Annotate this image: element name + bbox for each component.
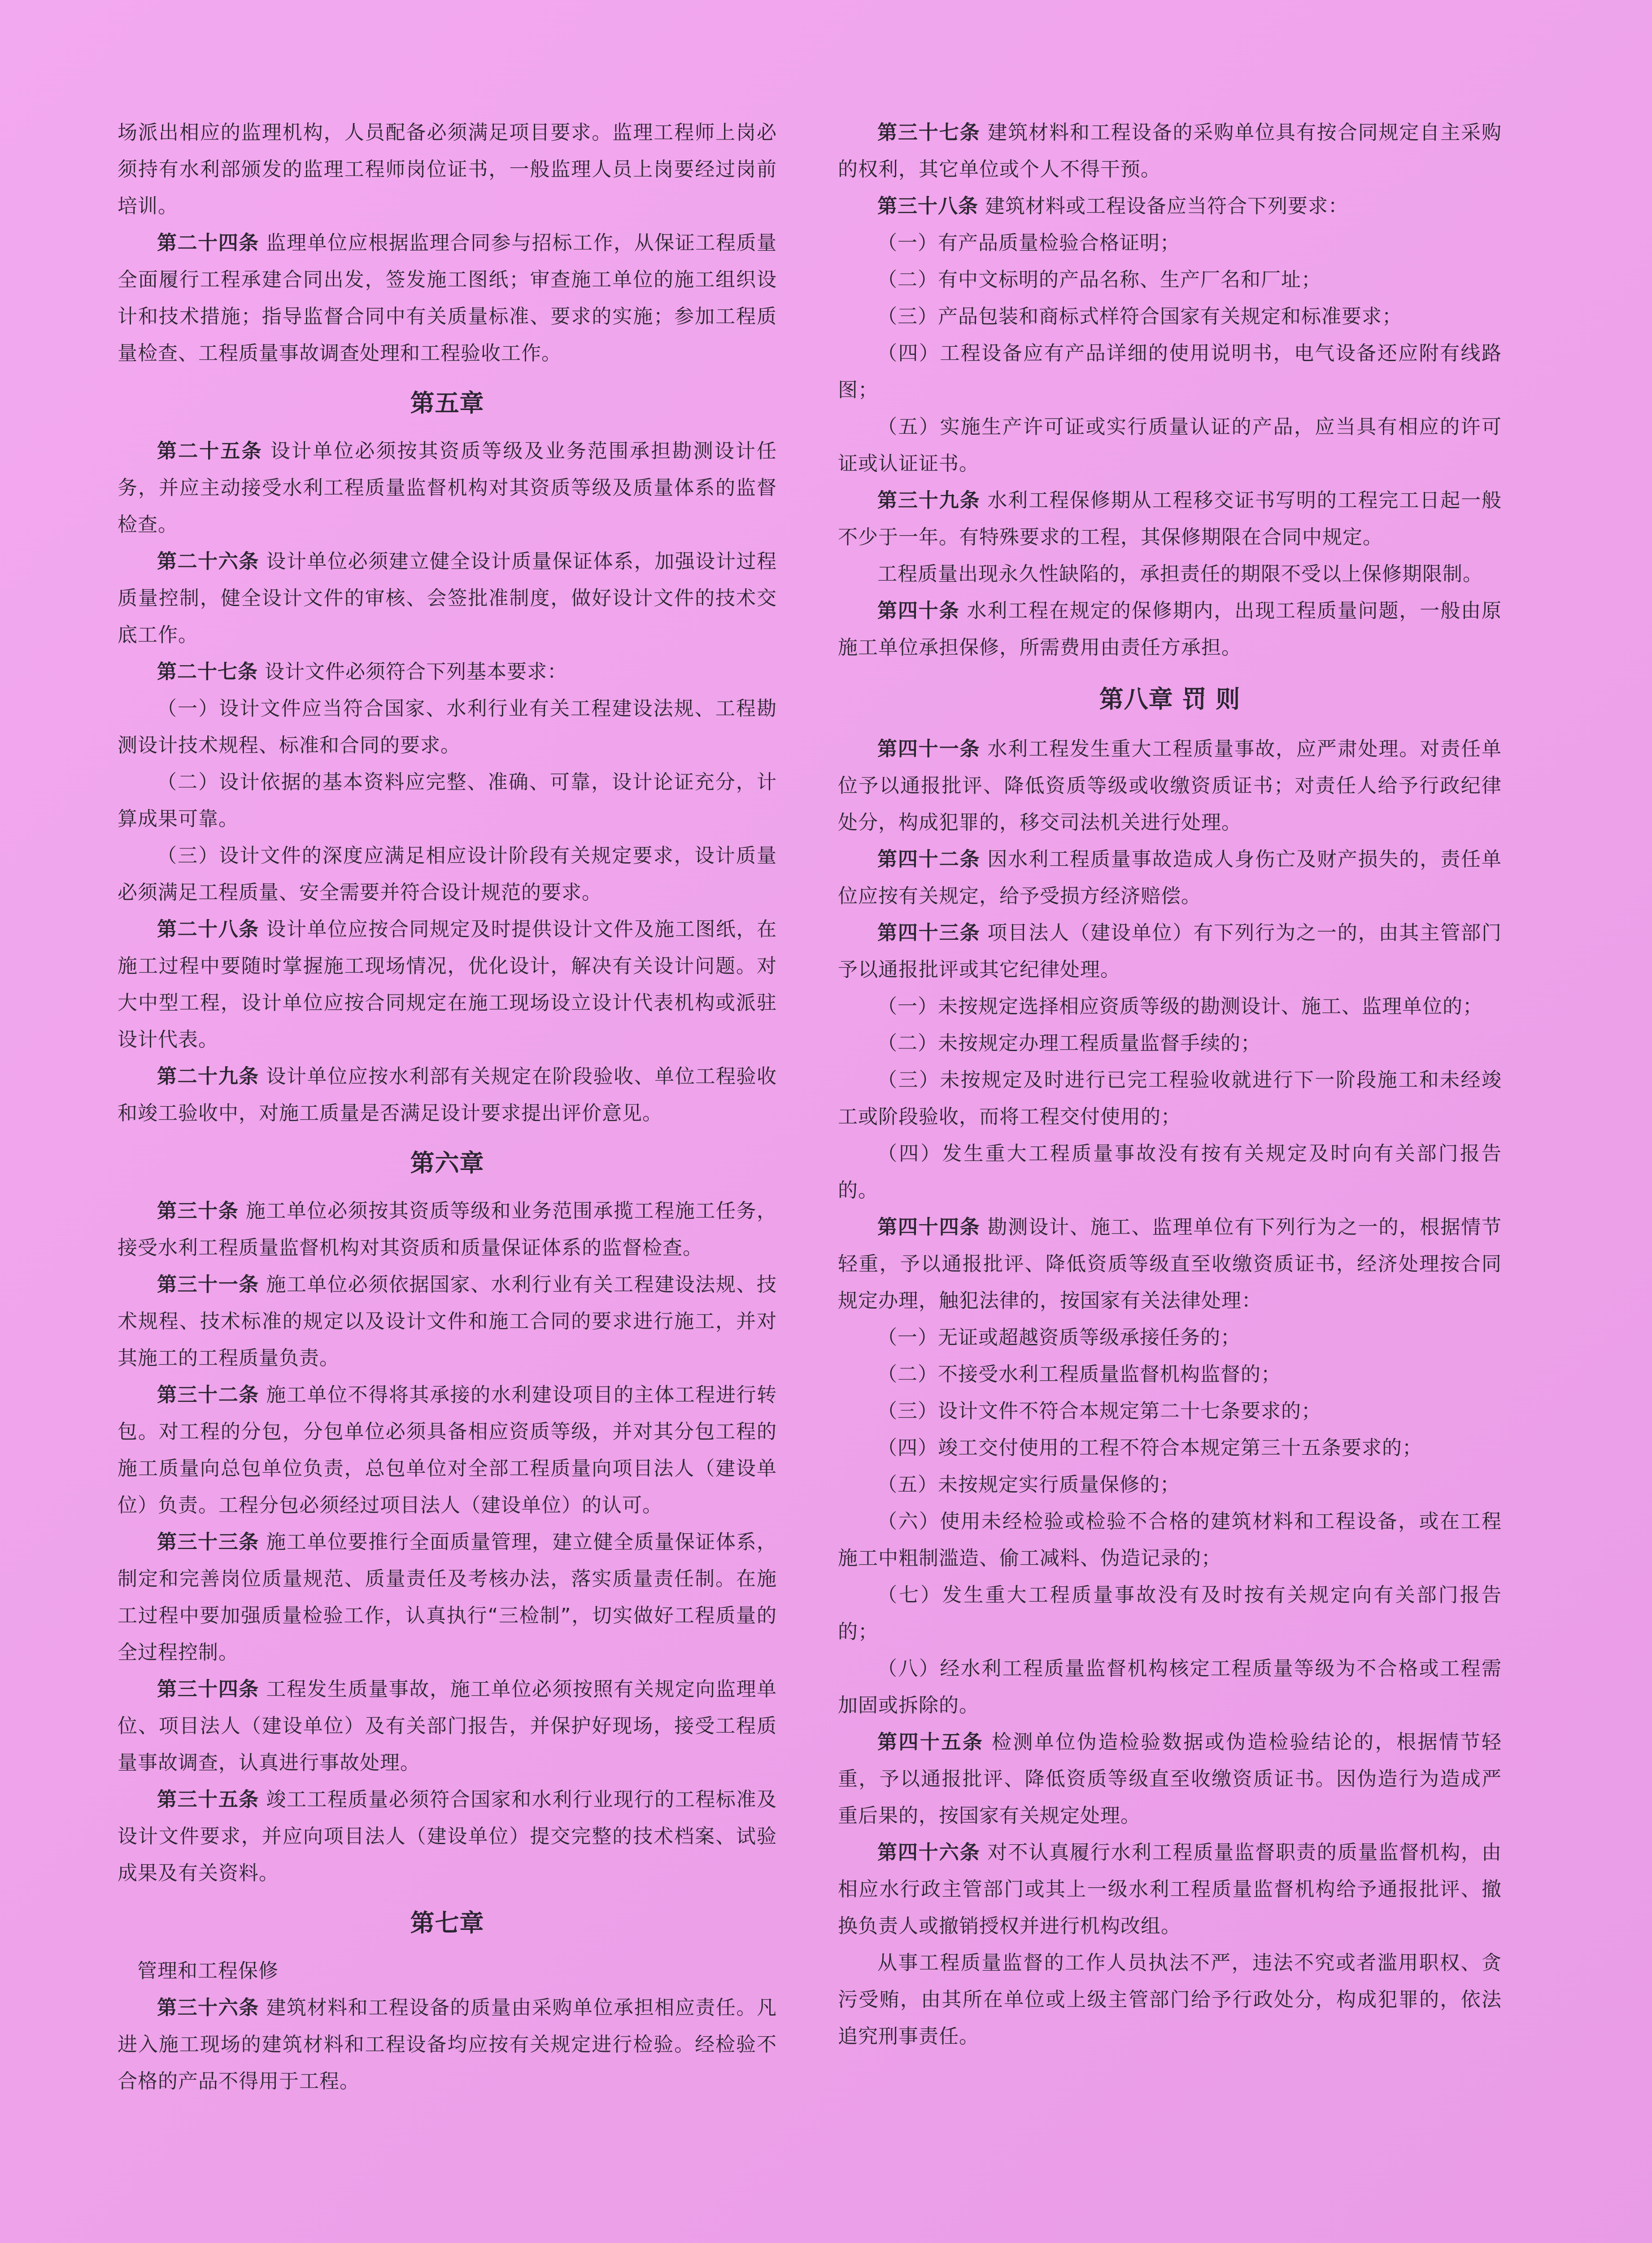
article-number: 第四十四条 — [877, 1216, 981, 1239]
list-item: （四）竣工交付使用的工程不符合本规定第三十五条要求的； — [877, 1436, 1422, 1459]
article-text: 工程发生质量事故，施工单位必须按照有关规定向监理单位、项目法人（建设单位）及有关部门报告，并保护好现场，接受工程质量事故调查，认真进行事故处理。 — [118, 1678, 777, 1774]
article-24 — [118, 225, 777, 372]
list-item: （三）设计文件不符合本规定第二十七条要求的； — [877, 1400, 1321, 1423]
article-text: 项目法人（建设单位）有下列行为之一的，由其主管部门予以通报批评或其它纪律处理。 — [838, 921, 1502, 981]
article-text: 建筑材料和工程设备的质量由采购单位承担相应责任。凡进入施工现场的建筑材料和工程设备均应按有关规定进行检验。经检验不合格的产品不得用于工程。 — [118, 1996, 777, 2093]
list-item: （六）使用未经检验或检验不合格的建筑材料和工程设备，或在工程施工中粗制滥造、偷工减料、伪造记录的； — [838, 1510, 1502, 1570]
article-text: 建筑材料或工程设备应当符合下列要求： — [985, 195, 1348, 218]
article-36 — [118, 1990, 777, 2100]
article-text: 建筑材料和工程设备的采购单位具有按合同规定自主采购的权利，其它单位或个人不得干预。 — [838, 121, 1502, 181]
chapter-7-subtitle: 管理和工程保修 — [137, 1959, 279, 1982]
list-item: （二）不接受水利工程质量监督机构监督的； — [877, 1363, 1281, 1386]
right-column — [838, 114, 1502, 2055]
chapter-8-heading: 第八章 罚 则 — [1099, 685, 1241, 713]
article-35 — [118, 1781, 777, 1892]
list-item: （二）设计依据的基本资料应完整、准确、可靠，设计论证充分，计算成果可靠。 — [118, 771, 777, 830]
list-item: （五）实施生产许可证或实行质量认证的产品，应当具有相应的许可证或认证证书。 — [838, 415, 1502, 475]
list-item: （三）未按规定及时进行已完工程验收就进行下一阶段施工和未经竣工或阶段验收，而将工程交付使用的； — [838, 1069, 1502, 1128]
article-number: 第四十条 — [877, 599, 960, 622]
article-number: 第三十九条 — [877, 489, 981, 512]
article-text: 竣工工程质量必须符合国家和水利行业现行的工程标准及设计文件要求，并应向项目法人（建设单位）提交完整的技术档案、试验成果及有关资料。 — [118, 1788, 777, 1885]
article-38 — [838, 188, 1502, 225]
list-item: （七）发生重大工程质量事故没有及时按有关规定向有关部门报告的； — [838, 1584, 1502, 1643]
article-42 — [838, 841, 1502, 915]
article-text: 检测单位伪造检验数据或伪造检验结论的，根据情节轻重，予以通报批评、降低资质等级直至收缴资质证书。因伪造行为造成严重后果的，按国家有关规定处理。 — [838, 1731, 1502, 1827]
article-text: 设计单位应按水利部有关规定在阶段验收、单位工程验收和竣工验收中，对施工质量是否满足设计要求提出评价意见。 — [118, 1065, 777, 1125]
article-25 — [118, 433, 777, 543]
article-text: 水利工程保修期从工程移交证书写明的工程完工日起一般不少于一年。有特殊要求的工程，其保修期限在合同中规定。 — [838, 489, 1502, 549]
article-30 — [118, 1193, 777, 1266]
article-text: 设计文件必须符合下列基本要求： — [265, 660, 567, 683]
chapter-5-heading: 第五章 — [410, 389, 484, 417]
article-number: 第四十五条 — [877, 1731, 984, 1754]
list-item: （三）产品包装和商标式样符合国家有关规定和标准要求； — [877, 305, 1402, 328]
article-number: 第三十三条 — [157, 1531, 259, 1554]
article-34 — [118, 1671, 777, 1781]
article-number: 第三十七条 — [877, 121, 981, 144]
article-26 — [118, 543, 777, 654]
list-item: （四）发生重大工程质量事故没有按有关规定及时向有关部门报告的。 — [838, 1142, 1502, 1202]
article-27 — [118, 654, 777, 690]
article-number: 第四十三条 — [877, 921, 981, 944]
list-item: （一）设计文件应当符合国家、水利行业有关工程建设法规、工程勘测设计技术规程、标准和合同的要求。 — [118, 697, 777, 757]
article-text: 设计单位应按合同规定及时提供设计文件及施工图纸，在施工过程中要随时掌握施工现场情况，优化设计，解决有关设计问题。对大中型工程，设计单位应按合同规定在施工现场设立设计代表机构或派驻设计代表。 — [118, 918, 777, 1051]
article-44 — [838, 1209, 1502, 1319]
article-39 — [838, 482, 1502, 556]
article-number: 第四十一条 — [877, 737, 981, 760]
chapter-7-heading: 第七章 — [410, 1909, 484, 1937]
article-number: 第二十四条 — [157, 231, 259, 254]
article-text: 施工单位要推行全面质量管理，建立健全质量保证体系，制定和完善岗位质量规范、质量责任及考核办法，落实质量责任制。在施工过程中要加强质量检验工作，认真执行“三检制”，切实做好工程质量的全过程控制。 — [118, 1531, 777, 1664]
article-37 — [838, 114, 1502, 188]
article-41 — [838, 731, 1502, 841]
chapter-6-heading: 第六章 — [410, 1149, 484, 1177]
article-text: 勘测设计、施工、监理单位有下列行为之一的，根据情节轻重，予以通报批评、降低资质等级直至收缴资质证书，经济处理按合同规定办理，触犯法律的，按国家有关法律处理： — [838, 1216, 1502, 1312]
article-39-extra: 工程质量出现永久性缺陷的，承担责任的期限不受以上保修期限制。 — [877, 563, 1483, 585]
article-number: 第四十二条 — [877, 848, 981, 871]
article-text: 水利工程在规定的保修期内，出现工程质量问题，一般由原施工单位承担保修，所需费用由责任方承担。 — [838, 599, 1502, 659]
article-46-extra: 从事工程质量监督的工作人员执法不严，违法不究或者滥用职权、贪污受贿，由其所在单位或上级主管部门给予行政处分，构成犯罪的，依法追究刑事责任。 — [838, 1951, 1502, 2048]
article-number: 第二十五条 — [157, 440, 263, 463]
article-31 — [118, 1266, 777, 1377]
article-46 — [838, 1834, 1502, 1945]
article-29 — [118, 1058, 777, 1132]
list-item: （一）未按规定选择相应资质等级的勘测设计、施工、监理单位的； — [877, 995, 1483, 1018]
intro-paragraph: 场派出相应的监理机构，人员配备必须满足项目要求。监理工程师上岗必须持有水利部颁发的监理工程师岗位证书，一般监理人员上岗要经过岗前培训。 — [118, 121, 777, 218]
article-number: 第三十五条 — [157, 1788, 259, 1811]
article-text: 监理单位应根据监理合同参与招标工作，从保证工程质量全面履行工程承建合同出发，签发施工图纸；审查施工单位的施工组织设计和技术措施；指导监督合同中有关质量标准、要求的实施；参加工程质量检查、工程质量事故调查处理和工程验收工作。 — [118, 231, 777, 365]
list-item: （一）无证或超越资质等级承接任务的； — [877, 1326, 1241, 1349]
article-number: 第二十六条 — [157, 550, 259, 573]
left-column — [118, 114, 777, 2100]
article-text: 水利工程发生重大工程质量事故，应严肃处理。对责任单位予以通报批评、降低资质等级或收缴资质证书；对责任人给予行政纪律处分，构成犯罪的，移交司法机关进行处理。 — [838, 737, 1502, 834]
article-number: 第三十条 — [157, 1200, 239, 1222]
list-item: （二）未按规定办理工程质量监督手续的； — [877, 1032, 1261, 1055]
article-number: 第四十六条 — [877, 1841, 981, 1864]
list-item: （三）设计文件的深度应满足相应设计阶段有关规定要求，设计质量必须满足工程质量、安全需要并符合设计规范的要求。 — [118, 844, 777, 904]
list-item: （八）经水利工程质量监督机构核定工程质量等级为不合格或工程需加固或拆除的。 — [838, 1657, 1502, 1717]
article-text: 施工单位必须按其资质等级和业务范围承揽工程施工任务，接受水利工程质量监督机构对其资质和质量保证体系的监督检查。 — [118, 1200, 777, 1259]
article-number: 第三十二条 — [157, 1383, 259, 1406]
list-item: （四）工程设备应有产品详细的使用说明书，电气设备还应附有线路图； — [838, 342, 1502, 401]
article-text: 施工单位必须依据国家、水利行业有关工程建设法规、技术规程、技术标准的规定以及设计文件和施工合同的要求进行施工，并对其施工的工程质量负责。 — [118, 1273, 777, 1370]
article-text: 设计单位必须按其资质等级及业务范围承担勘测设计任务，并应主动接受水利工程质量监督机构对其资质等级及质量体系的监督检查。 — [118, 440, 777, 536]
article-40 — [838, 593, 1502, 666]
article-number: 第二十九条 — [157, 1065, 259, 1088]
article-number: 第三十六条 — [157, 1996, 259, 2019]
list-item: （五）未按规定实行质量保修的； — [877, 1473, 1180, 1496]
article-text: 对不认真履行水利工程质量监督职责的质量监督机构，由相应水行政主管部门或其上一级水利工程质量监督机构给予通报批评、撤换负责人或撤销授权并进行机构改组。 — [838, 1841, 1502, 1938]
article-number: 第三十八条 — [877, 195, 978, 218]
article-number: 第二十八条 — [157, 918, 259, 941]
article-number: 第二十七条 — [157, 660, 258, 683]
article-28 — [118, 911, 777, 1058]
article-45 — [838, 1724, 1502, 1834]
article-text: 因水利工程质量事故造成人身伤亡及财产损失的，责任单位应按有关规定，给予受损方经济赔偿。 — [838, 848, 1502, 908]
article-text: 设计单位必须建立健全设计质量保证体系，加强设计过程质量控制，健全设计文件的审核、会签批准制度，做好设计文件的技术交底工作。 — [118, 550, 777, 646]
article-32 — [118, 1377, 777, 1524]
article-number: 第三十四条 — [157, 1678, 259, 1701]
article-33 — [118, 1524, 777, 1671]
article-43 — [838, 915, 1502, 988]
list-item: （二）有中文标明的产品名称、生产厂名和厂址； — [877, 268, 1321, 291]
article-number: 第三十一条 — [157, 1273, 259, 1296]
list-item: （一）有产品质量检验合格证明； — [877, 231, 1180, 254]
article-text: 施工单位不得将其承接的水利建设项目的主体工程进行转包。对工程的分包，分包单位必须具备相应资质等级，并对其分包工程的施工质量向总包单位负责，总包单位对全部工程质量向项目法人（建设单位）负责。工程分包必须经过项目法人（建设单位）的认可。 — [118, 1383, 777, 1517]
